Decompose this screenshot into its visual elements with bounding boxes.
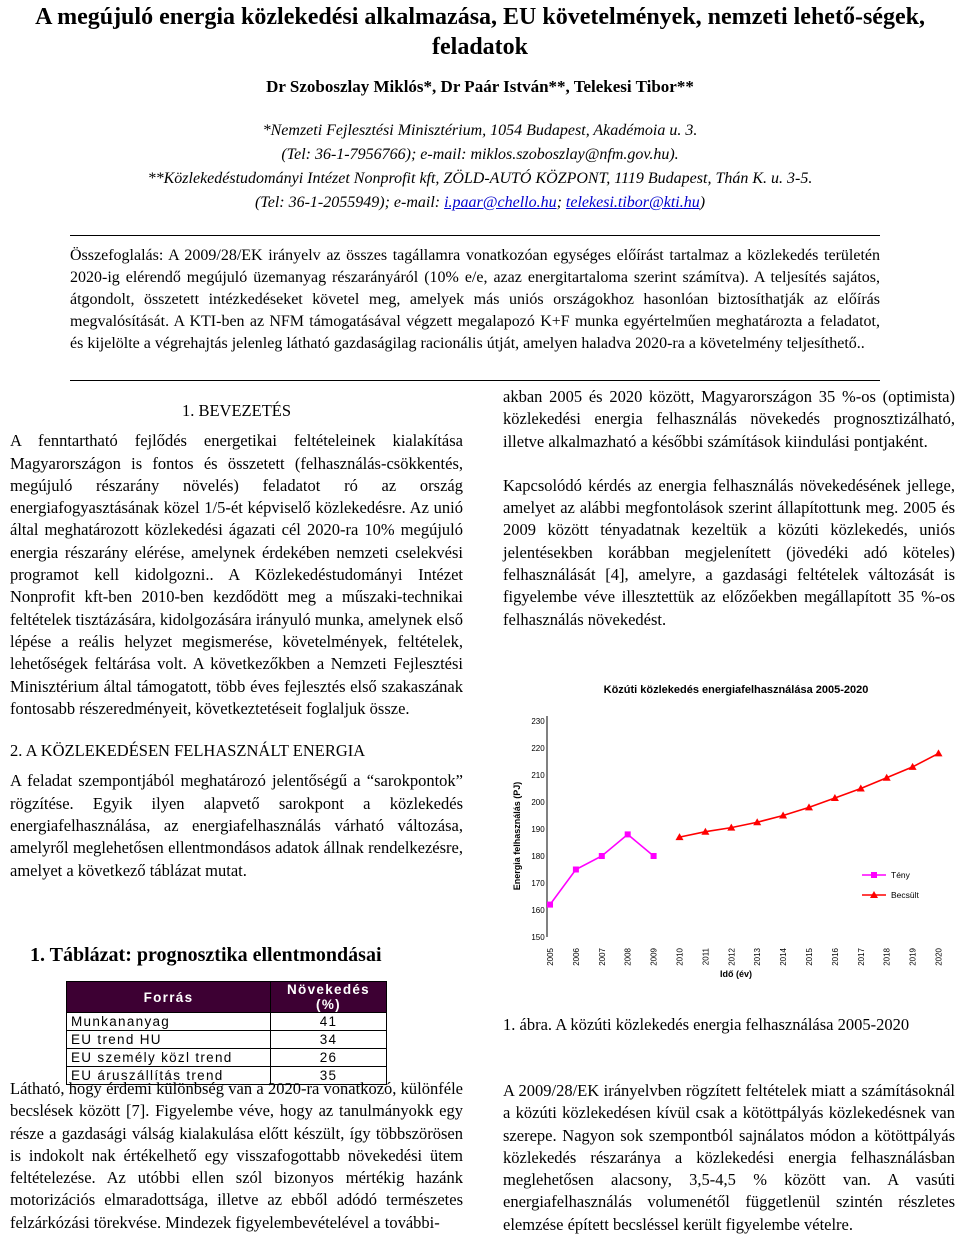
y-tick-label: 190 — [531, 825, 545, 834]
section-heading-introduction: 1. BEVEZETÉS — [181, 401, 292, 420]
y-tick-label: 160 — [531, 906, 545, 915]
author-list: Dr Szoboszlay Miklós*, Dr Paár István**, Telekesi Tibor** — [266, 77, 694, 96]
y-tick-label: 220 — [531, 744, 545, 753]
forecast-paragraph: akban 2005 és 2020 között, Magyarországon 35 %-os (optimista) közlekedési energia felhasználás növekedés prognosztizálható, illetve alkalmazható a későbbi számítások kiindulási pontjaként. — [503, 387, 955, 451]
data-point-actual — [547, 902, 553, 908]
x-tick-label: 2018 — [882, 948, 892, 966]
affiliation-2-tel: (Tel: 36-1-2055949); e-mail: — [254, 194, 445, 211]
data-point-actual — [625, 831, 631, 837]
transport-energy-paragraph: A feladat szempontjából meghatározó jelentőségű a “sarokpontok” rögzítése. Egyik ilyen alapvető sarokpont a közlekedés energiafelhasználása, az energiafelhasználás várható változása, amelyről meglehetősen ellentmondásos adatok állnak rendelkezésre, amelyet a következő táblázat mutat. — [10, 771, 463, 880]
x-tick-label: 2014 — [779, 948, 789, 966]
right-column-top — [503, 386, 955, 631]
series-line — [680, 753, 939, 837]
chart-legend — [862, 870, 920, 900]
abstract: Összefoglalás: A 2009/28/EK irányelv az összes tagállamra vonatkozóan egységes előírást tartalmaz a közlekedés területén 2020-ig elérendő megújuló üzemanyag részarányáról (10% e/e, azaz energitartaloma szerint számítva). A teljesítés sajátos, átgondolt, összetett intézkedéseket követel meg, amelyek más uniós országokhoz hasonlóan biztosíthatják az előírás megvalósítását. A KTI-ben az NFM támogatásával végzett megalapozó K+F munka egyértelműen meghatározta a feladatot, és kijelölte a végrehajtás jelenleg látható gazdaságilag racionális útját, amelyen haladva 2020-ra a követelmény teljesíthető.. — [70, 247, 880, 352]
figure-caption-wrap — [503, 1014, 955, 1036]
x-tick-label: 2020 — [934, 948, 944, 966]
x-tick-label: 2012 — [727, 948, 737, 966]
rail-paragraph-wrap — [503, 1080, 955, 1236]
series-line — [550, 834, 654, 904]
series-group — [547, 749, 943, 907]
x-tick-label: 2017 — [856, 948, 866, 966]
x-tick-labels — [546, 947, 944, 965]
affiliation-1: *Nemzeti Fejlesztési Minisztérium, 1054 Budapest, Akadémoia u. 3. — [262, 122, 698, 139]
x-tick-label: 2009 — [649, 948, 659, 966]
rail-paragraph: A 2009/28/EK irányelvben rögzített feltételek miatt a számításoknál a közúti közlekedésen kívül csak a kötöttpályás közlekedésnek van szerepe. Nagyon sok szempontból sajnálatos módon a kötöttpályás közlekedés részaránya a közlekedési energia felhasználásban meglehetősen alacsony, 3,5-4,5 % között van. A vasúti energiafelhasználás volumenétől függetlenül szintén részletes elemzése épített becsléssel került figyelembe vételre. — [503, 1081, 955, 1234]
y-axis-label: Energia felhasználás (PJ) — [512, 781, 522, 891]
legend-label: Becsült — [891, 890, 919, 900]
legend-marker — [871, 872, 877, 878]
x-tick-label: 2015 — [805, 948, 814, 966]
table-cell-source: Munkananyag — [67, 1013, 271, 1031]
data-point-actual — [651, 853, 657, 859]
paper-title: A megújuló energia közlekedési alkalmazása, EU követelmények, nemzeti lehető-ségek, feladatok — [35, 4, 925, 60]
table-cell-growth: 41 — [271, 1013, 387, 1031]
x-tick-label: 2010 — [675, 948, 685, 966]
x-tick-label: 2013 — [753, 948, 763, 966]
introduction-paragraph: A fenntartható fejlődés energetikai feltételeinek kialakítása Magyarországon is fontos és összetett (felhasználás-csökkentés, megújuló részarány növelés) feladatot ró az ország energiafogyasztásának közel 1/5-ét képviselő közlekedésre. Az unió által meghatározott közlekedési ágazati cél 2020-ra 10% megújuló energia részarány elérése, amelynek érdekében nemzeti cselekvési programot kell kidolgozni.. A Közlekedéstudományi Intézet Nonprofit kft-ben 2010-ben kezdődött meg a műszaki-technikai feltételek tisztázására, kidolgozására irányuló munka, amelynek első lépése a reális helyzet megismerése, követelmények, feltételek, lehetőségek feltárása volt. A következőkben a Nemzeti Fejlesztési Minisztérium által támogatott, több éves fejlesztés első szakaszának fontosabb részeredményeit, következtetéseit foglaljuk össze. — [10, 431, 463, 718]
affiliation-2-close: ) — [699, 194, 706, 211]
x-tick-label: 2016 — [830, 948, 840, 966]
affiliation-2-contact — [0, 192, 960, 214]
y-tick-label: 180 — [531, 852, 545, 861]
left-column — [10, 400, 463, 882]
table-row — [67, 1049, 387, 1067]
x-tick-label: 2006 — [571, 948, 581, 966]
growth-method-paragraph: Kapcsolódó kérdés az energia felhasználás növekedésének jellege, amelyet az alábbi megfontolások szerint állapítottunk meg. 2005 és 2009 között tényadatnak kezeltük a közúti közlekedés, uniós jelentésekben korábban megjelenített (jövedéki adó köteles) felhasználását [4], amelyre, a gazdasági feltételek változását is figyelembe véve illesztettük az előzőekben megállapított 35 %-os felhasználás növekedést. — [503, 475, 955, 629]
y-tick-label: 150 — [531, 933, 545, 942]
table-cell-source: EU trend HU — [67, 1031, 271, 1049]
discussion-paragraph: Látható, hogy érdemi különbség van a 2020-ra vonatkozó, különféle becslések között [7]. Figyelembe véve, hogy az tanulmányokk egy része a gazdasági válság kialakulása előtt készült, így többszörösen is indokolt nak értékelhető egy visszafogottabb növekedési ütem feltételezése. Az utóbbi ellen szól bizonyos mértékig hazánk motorizációs elmaradottsága, illetve az ebből adódó természetes felzárkózási törekvése. Mindezek figyelembevételével a további- — [10, 1079, 463, 1232]
chart-title: Közúti közlekedés energiafelhasználása 2005-2020 — [603, 684, 869, 696]
y-tick-labels — [531, 717, 545, 942]
data-point-estimated — [909, 763, 917, 770]
figure-caption: 1. ábra. A közúti közlekedés energia felhasználása 2005-2020 — [503, 1015, 910, 1034]
table-header-source: Forrás — [67, 982, 271, 1013]
table-cell-growth: 35 — [271, 1067, 387, 1085]
email-link-telekesi[interactable]: telekesi.tibor@kti.hu — [565, 194, 700, 211]
section-heading-transport-energy: 2. A KÖZLEKEDÉSEN FELHASZNÁLT ENERGIA — [10, 741, 366, 761]
data-point-actual — [573, 867, 579, 873]
abstract-top-rule — [70, 235, 880, 236]
table-cell-growth: 26 — [271, 1049, 387, 1067]
table-cell-growth: 34 — [271, 1031, 387, 1049]
affiliation-1-contact: (Tel: 36-1-7956766); e-mail: miklos.szoboszlay@nfm.gov.hu). — [281, 146, 679, 163]
y-tick-label: 210 — [531, 771, 545, 780]
y-tick-label: 230 — [531, 717, 545, 726]
x-tick-label: 2011 — [701, 948, 711, 966]
email-separator: ; — [556, 194, 566, 211]
legend-label: Tény — [891, 870, 910, 880]
y-tick-label: 200 — [531, 798, 545, 807]
data-point-estimated — [935, 749, 943, 756]
x-tick-label: 2019 — [908, 948, 918, 966]
forecast-table — [66, 981, 387, 1085]
table-row — [67, 1013, 387, 1031]
affiliation-2: **Közlekedéstudományi Intézet Nonprofit kft, ZÖLD-AUTÓ KÖZPONT, 1119 Budapest, Thán K. u. 3-5. — [147, 170, 813, 187]
table-title: 1. Táblázat: prognosztika ellentmondásai — [30, 944, 382, 966]
table-row — [67, 1031, 387, 1049]
y-tick-label: 170 — [531, 879, 545, 888]
table-cell-source: EU személy közl trend — [67, 1049, 271, 1067]
x-tick-label: 2008 — [623, 948, 633, 966]
x-tick-label: 2007 — [597, 948, 607, 966]
energy-use-chart — [500, 676, 960, 986]
x-tick-label: 2005 — [546, 948, 555, 966]
table-cell-source: EU áruszállítás trend — [67, 1067, 271, 1085]
data-point-actual — [599, 853, 605, 859]
table-header-row — [67, 982, 387, 1013]
x-axis-label: Idő (év) — [719, 969, 753, 979]
email-link-paar[interactable]: i.paar@chello.hu — [444, 194, 557, 211]
abstract-bottom-rule — [70, 380, 880, 381]
table-header-growth: Növekedés (%) — [271, 982, 387, 1013]
discussion-paragraph-wrap — [10, 1078, 463, 1234]
